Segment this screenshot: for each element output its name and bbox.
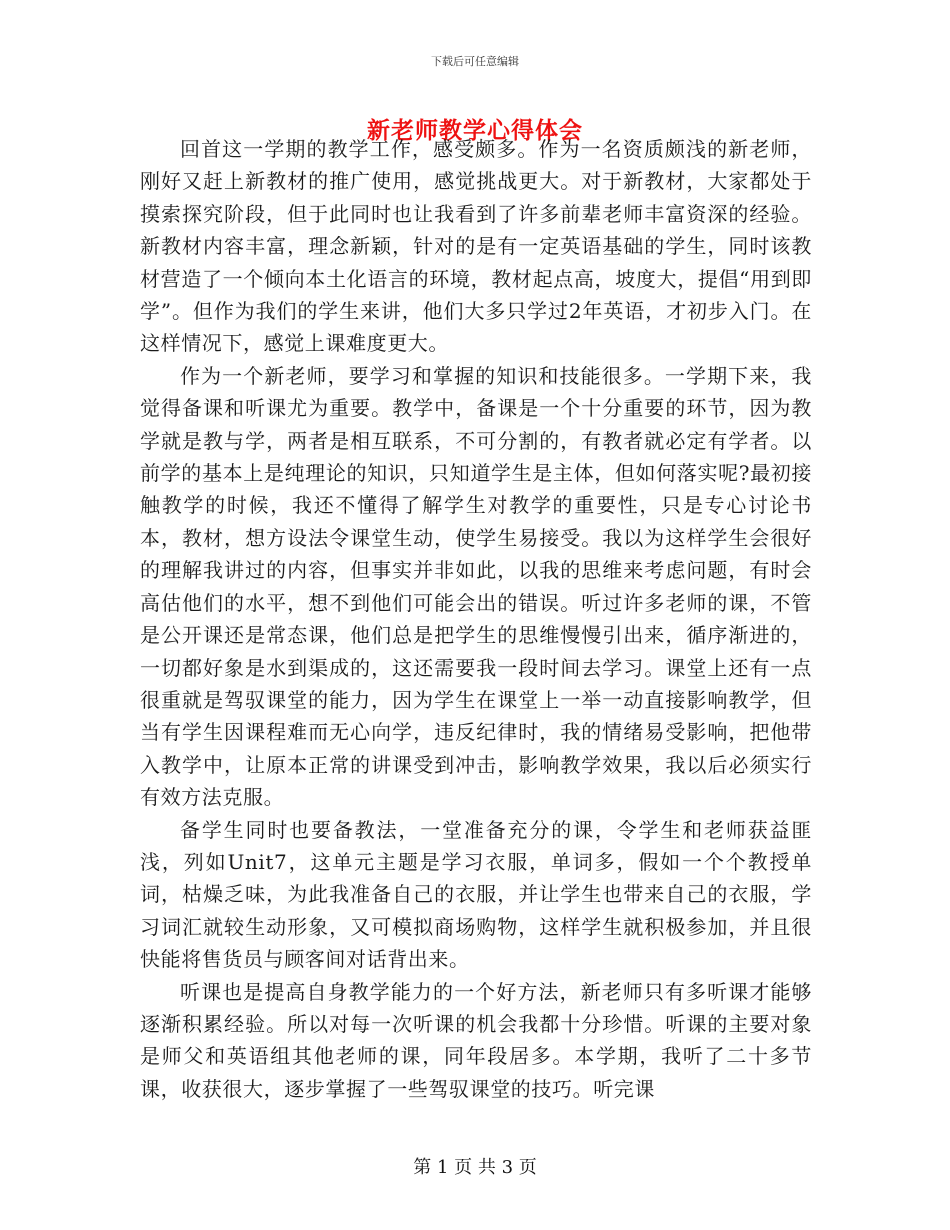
- paragraph-2: 作为一个新老师，要学习和掌握的知识和技能很多。一学期下来，我觉得备课和听课尤为重要。教学中，备课是一个十分重要的环节，因为教学就是教与学，两者是相互联系，不可分割的，有教者就必定有学者。以前学的基本上是纯理论的知识，只知道学生是主体，但如何落实呢?最初接触教学的时候，我还不懂得了解学生对教学的重要性，只是专心讨论书本，教材，想方设法令课堂生动，使学生易接受。我以为这样学生会很好的理解我讲过的内容，但事实并非如此，以我的思维来考虑问题，有时会高估他们的水平，想不到他们可能会出的错误。听过许多老师的课，不管是公开课还是常态课，他们总是把学生的思维慢慢引出来，循序渐进的，一切都好象是水到渠成的，这还需要我一段时间去学习。课堂上还有一点很重就是驾驭课堂的能力，因为学生在课堂上一举一动直接影响教学，但当有学生因课程难而无心向学，违反纪律时，我的情绪易受影响，把他带入教学中，让原本正常的讲课受到冲击，影响教学效果，我以后必须实行有效方法克服。: [140, 363, 812, 810]
- paragraph-4: 听课也是提高自身教学能力的一个好方法，新老师只有多听课才能够逐渐积累经验。所以对每一次听课的机会我都十分珍惜。听课的主要对象是师父和英语组其他老师的课，同年段居多。本学期，我听了二十多节课，收获很大，逐步掌握了一些驾驭课堂的技巧。听完课: [140, 979, 812, 1101]
- paragraph-3: 备学生同时也要备教法，一堂准备充分的课，令学生和老师获益匪浅，列如Unit7，这单元主题是学习衣服，单词多，假如一个个教授单词，枯燥乏味，为此我准备自己的衣服，并让学生也带来自己的衣服，学习词汇就较生动形象，又可模拟商场购物，这样学生就积极参加，并且很快能将售货员与顾客间对话背出来。: [140, 817, 812, 972]
- paragraph-1: 回首这一学期的教学工作，感受颇多。作为一名资质颇浅的新老师，刚好又赶上新教材的推广使用，感觉挑战更大。对于新教材，大家都处于摸索探究阶段，但于此同时也让我看到了许多前辈老师丰富资深的经验。新教材内容丰富，理念新颖，针对的是有一定英语基础的学生，同时该教材营造了一个倾向本土化语言的环境，教材起点高，坡度大，提倡“用到即学”。但作为我们的学生来讲，他们大多只学过2年英语，才初步入门。在这样情况下，感觉上课难度更大。: [140, 137, 812, 356]
- document-body: [140, 133, 812, 1105]
- header-note: 下载后可任意编辑: [431, 55, 519, 68]
- document-title: 新老师教学心得体会: [367, 117, 583, 144]
- page-number: 第 1 页 共 3 页: [413, 1157, 537, 1178]
